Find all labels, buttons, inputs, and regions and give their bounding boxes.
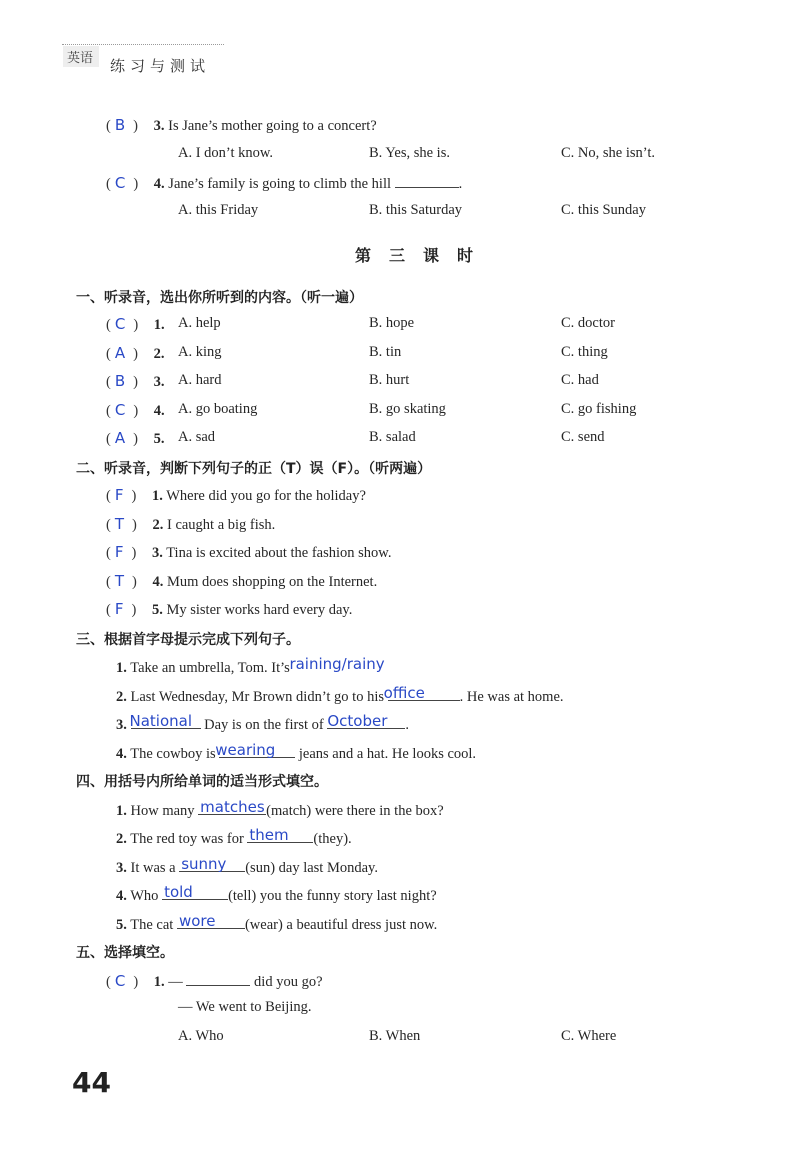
option-a: A. I don’t know. xyxy=(178,145,274,161)
question-row: ( B ) 3. xyxy=(106,372,165,390)
section-title: 二、听录音，判断下列句子的正（T）误（F）。（听两遍） xyxy=(76,461,432,477)
question-number: 3. xyxy=(116,860,127,876)
filled-answer: sunny xyxy=(181,855,227,873)
question-number: 5. xyxy=(151,602,163,618)
answer: T xyxy=(114,515,125,533)
answer: F xyxy=(114,600,124,618)
section-title: 三、根据首字母提示完成下列句子。 xyxy=(76,632,300,648)
question-number: 2. xyxy=(152,517,164,533)
answer-blank[interactable] xyxy=(327,714,405,729)
question-text: Is Jane’s mother going to a concert? xyxy=(168,118,377,134)
answer-blank[interactable] xyxy=(289,655,385,673)
option-a: A. king xyxy=(178,344,222,360)
sentence-text-end: (wear) a beautiful dress just now. xyxy=(244,917,438,933)
sentence-text: It was a xyxy=(130,860,176,876)
filled-answer: raining/rainy xyxy=(289,655,385,673)
statement-row: ( F ) 3. Tina is excited about the fashion show. xyxy=(106,543,392,561)
answer: B xyxy=(114,116,126,134)
filled-answer: October xyxy=(327,712,388,730)
fill-row xyxy=(116,800,444,820)
answer-blank[interactable] xyxy=(186,971,250,986)
question-number: 4. xyxy=(116,746,127,762)
question-text: Jane’s family is going to climb the hill xyxy=(168,176,392,192)
option-c: C. thing xyxy=(561,344,608,360)
answer-blank[interactable] xyxy=(131,714,201,729)
option-b: B. hurt xyxy=(369,372,410,388)
answer: T xyxy=(114,572,125,590)
question-text-end: . xyxy=(458,176,463,192)
fill-row xyxy=(116,857,378,877)
answer-blank[interactable] xyxy=(162,885,228,900)
sentence-text-end: (match) were there in the box? xyxy=(266,803,444,819)
filled-answer: matches xyxy=(200,798,265,816)
sentence-text-end: (they). xyxy=(313,831,352,847)
question-text: did you go? xyxy=(254,974,323,990)
page-number: 44 xyxy=(72,1066,111,1099)
question-number: 1. xyxy=(153,974,165,990)
statement-text: Where did you go for the holiday? xyxy=(166,488,366,504)
sentence-text: The cowboy is xyxy=(130,746,216,762)
question-number: 3. xyxy=(151,545,163,561)
section-title: 五、选择填空。 xyxy=(76,945,174,961)
statement-text: My sister works hard every day. xyxy=(166,602,353,618)
filled-answer: wearing xyxy=(215,741,276,759)
question-number: 4. xyxy=(153,176,165,192)
option-c: C. doctor xyxy=(561,315,615,331)
option-c: C. this Sunday xyxy=(561,202,646,218)
answer: C xyxy=(114,174,126,192)
fill-row xyxy=(116,885,437,905)
answer: B xyxy=(114,372,126,390)
question-number: 1. xyxy=(116,660,127,676)
answer: C xyxy=(114,315,126,333)
header-rule xyxy=(62,44,224,45)
option-a: A. sad xyxy=(178,429,216,445)
question-number: 2. xyxy=(116,831,127,847)
sentence-text: Who xyxy=(130,888,159,904)
answer-blank[interactable] xyxy=(198,800,266,815)
question-number: 5. xyxy=(116,917,127,933)
sentence-text: The cat xyxy=(130,917,174,933)
filled-answer: told xyxy=(164,883,193,901)
answer: A xyxy=(114,344,126,362)
sentence-text: Last Wednesday, Mr Brown didn’t go to his xyxy=(130,689,385,705)
section-title: 一、听录音，选出你所听到的内容。（听一遍） xyxy=(76,290,363,306)
filled-answer: wore xyxy=(178,912,216,930)
lesson-title: 第三课时 xyxy=(355,246,492,265)
option-b: B. Yes, she is. xyxy=(369,145,450,161)
sentence-text-end: jeans and a hat. He looks cool. xyxy=(298,746,477,762)
statement-row: ( T ) 4. Mum does shopping on the Internet. xyxy=(106,572,378,590)
question-number: 2. xyxy=(153,346,165,362)
question-row: ( A ) 2. xyxy=(106,344,165,362)
question-number: 5. xyxy=(153,431,165,447)
fill-row xyxy=(116,914,437,934)
option-b: B. this Saturday xyxy=(369,202,463,218)
option-a: A. hard xyxy=(178,372,222,388)
option-a: A. go boating xyxy=(178,401,258,417)
statement-text: Mum does shopping on the Internet. xyxy=(166,574,378,590)
answer-blank[interactable] xyxy=(247,828,313,843)
statement-row: ( F ) 1. Where did you go for the holiday? xyxy=(106,486,366,504)
filled-answer: National xyxy=(129,712,193,730)
answer-blank[interactable] xyxy=(215,741,295,759)
answer: C xyxy=(114,401,126,419)
option-b: B. When xyxy=(369,1028,421,1044)
option-c: C. had xyxy=(561,372,599,388)
option-b: B. tin xyxy=(369,344,402,360)
question-number: 4. xyxy=(116,888,127,904)
fill-row xyxy=(116,743,476,763)
question-row: ( C ) 1. — did you go? xyxy=(106,972,323,990)
dialogue-reply: — We went to Beijing. xyxy=(178,999,312,1015)
question-number: 3. xyxy=(116,717,127,733)
option-b: B. salad xyxy=(369,429,416,445)
answer: F xyxy=(114,543,124,561)
option-b: B. go skating xyxy=(369,401,446,417)
header-book-title: 练习与测试 xyxy=(110,57,211,75)
sentence-text: The red toy was for xyxy=(130,831,244,847)
question-row: ( C ) 4. xyxy=(106,401,165,419)
statement-text: I caught a big fish. xyxy=(166,517,276,533)
header-subject: 英语 xyxy=(67,51,94,66)
statement-row: ( F ) 5. My sister works hard every day. xyxy=(106,600,353,618)
filled-answer: them xyxy=(249,826,289,844)
question-number: 2. xyxy=(116,689,127,705)
option-a: A. help xyxy=(178,315,221,331)
sentence-text-end: (sun) day last Monday. xyxy=(245,860,378,876)
answer: F xyxy=(114,486,124,504)
statement-text: Tina is excited about the fashion show. xyxy=(166,545,392,561)
question-row: ( C ) 4. Jane’s family is going to climb the hill . xyxy=(106,174,463,192)
answer: C xyxy=(114,972,126,990)
sentence-text-end: . xyxy=(405,717,409,733)
question-number: 1. xyxy=(153,317,165,333)
sentence-text: How many xyxy=(130,803,195,819)
sentence-text-end: (tell) you the funny story last night? xyxy=(228,888,437,904)
fill-row xyxy=(116,828,352,848)
fill-row xyxy=(116,686,564,706)
sentence-text: Day is on the first of xyxy=(204,717,324,733)
answer-blank[interactable] xyxy=(395,173,459,188)
filled-answer: office xyxy=(383,684,425,702)
dialogue-dash: — xyxy=(168,974,183,990)
question-number: 4. xyxy=(152,574,164,590)
question-number: 4. xyxy=(153,403,165,419)
question-number: 1. xyxy=(151,488,163,504)
option-a: A. Who xyxy=(178,1028,224,1044)
option-c: C. send xyxy=(561,429,605,445)
answer-blank[interactable] xyxy=(177,914,245,929)
statement-row: ( T ) 2. I caught a big fish. xyxy=(106,515,276,533)
option-c: C. go fishing xyxy=(561,401,637,417)
fill-row xyxy=(116,657,385,677)
option-b: B. hope xyxy=(369,315,415,331)
question-row: ( A ) 5. xyxy=(106,429,165,447)
sentence-text: Take an umbrella, Tom. It’s xyxy=(130,660,290,676)
answer: A xyxy=(114,429,126,447)
option-c: C. No, she isn’t. xyxy=(561,145,655,161)
question-number: 1. xyxy=(116,803,127,819)
question-number: 3. xyxy=(153,374,165,390)
question-number: 3. xyxy=(153,118,165,134)
question-row: ( C ) 1. xyxy=(106,315,165,333)
answer-blank[interactable] xyxy=(179,857,245,872)
question-row: ( B ) 3. Is Jane’s mother going to a concert? xyxy=(106,116,377,134)
option-a: A. this Friday xyxy=(178,202,259,218)
sentence-text-end: . He was at home. xyxy=(459,689,564,705)
fill-row xyxy=(116,714,409,734)
answer-blank[interactable] xyxy=(383,684,460,702)
section-title: 四、用括号内所给单词的适当形式填空。 xyxy=(76,774,328,790)
option-c: C. Where xyxy=(561,1028,617,1044)
